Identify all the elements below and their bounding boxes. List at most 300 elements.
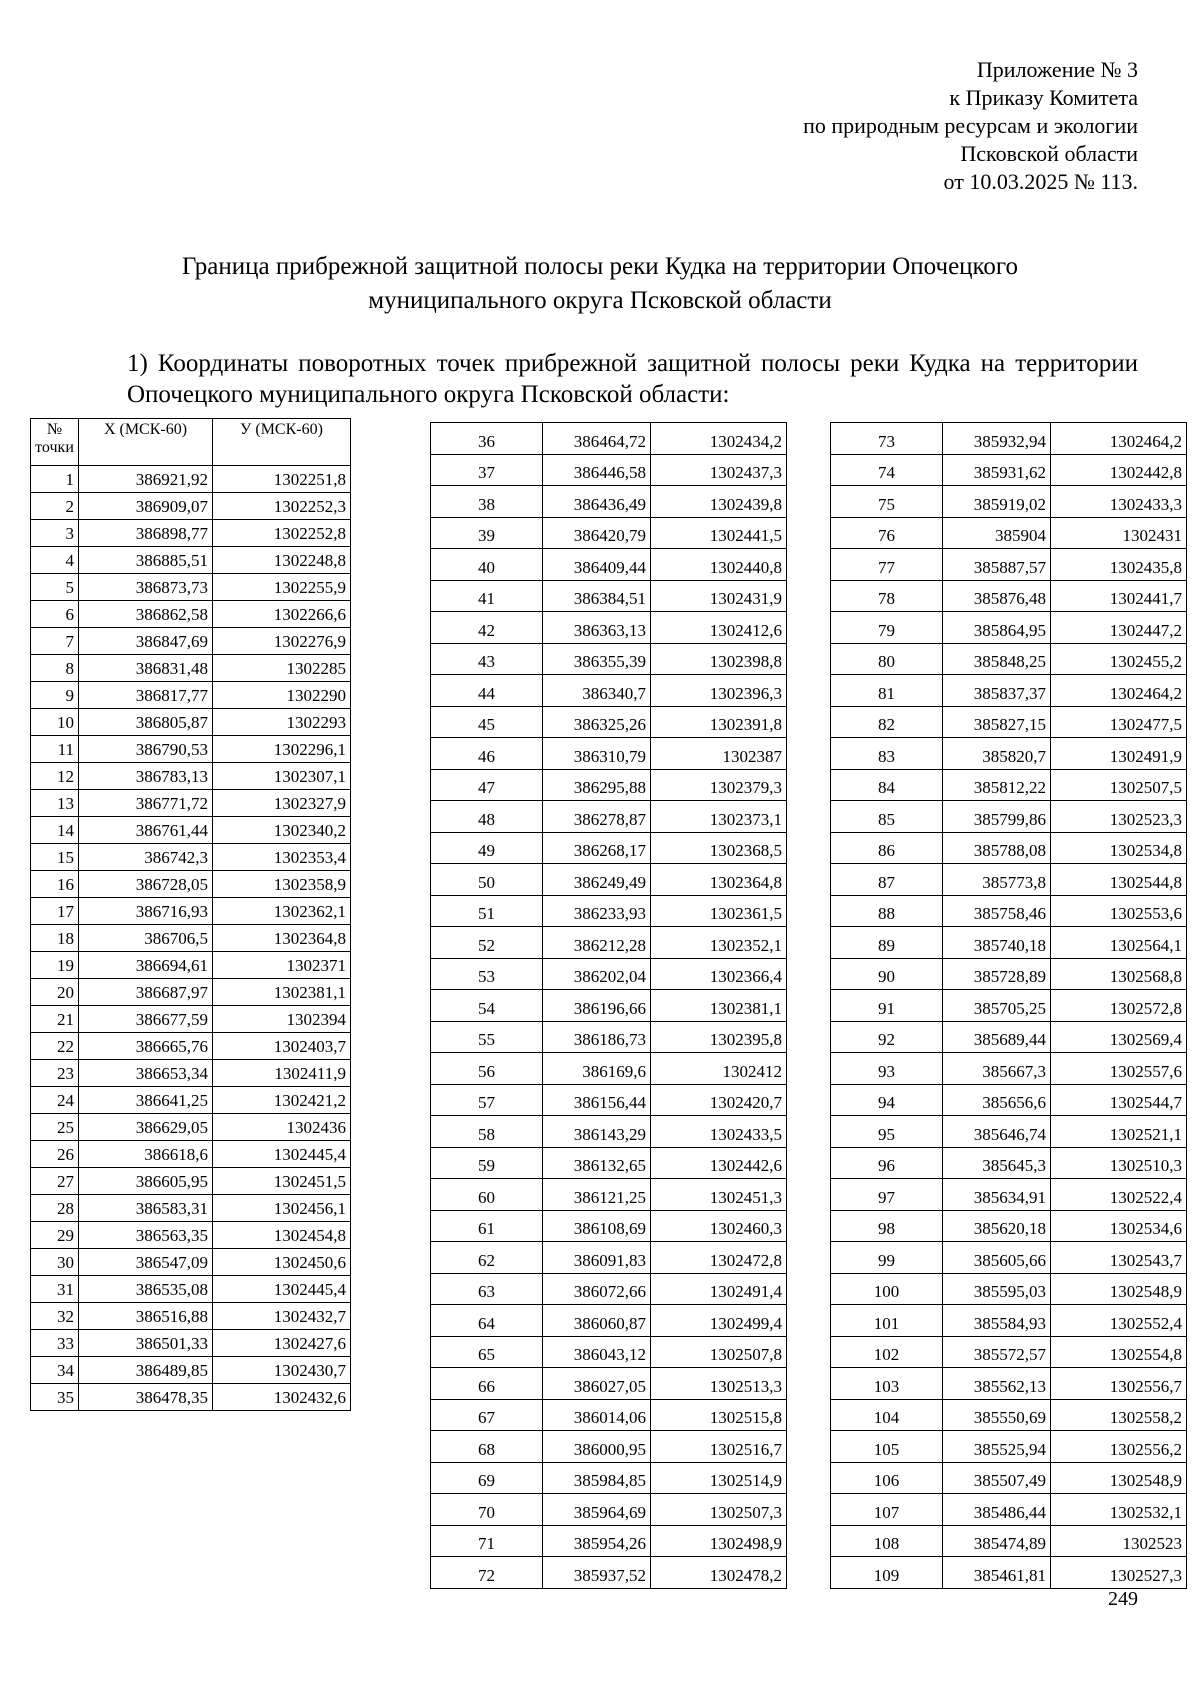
point-number-cell: 88: [831, 895, 943, 927]
x-coordinate-cell: 385507,49: [943, 1462, 1051, 1494]
x-coordinate-cell: 386409,44: [543, 549, 651, 581]
point-number-cell: 70: [431, 1494, 543, 1526]
table-row: [31, 844, 351, 871]
y-coordinate-cell: 1302451,3: [651, 1179, 787, 1211]
x-coordinate-cell: 385645,3: [943, 1147, 1051, 1179]
x-coordinate-cell: 385820,7: [943, 738, 1051, 770]
table-row: [831, 643, 1187, 675]
y-coordinate-cell: 1302450,6: [213, 1249, 351, 1276]
y-coordinate-cell: 1302460,3: [651, 1210, 787, 1242]
x-coordinate-cell: 385788,08: [943, 832, 1051, 864]
y-coordinate-cell: 1302544,7: [1051, 1084, 1187, 1116]
x-coordinate-cell: 386060,87: [543, 1305, 651, 1337]
y-coordinate-cell: 1302252,8: [213, 520, 351, 547]
x-coordinate-cell: 385864,95: [943, 612, 1051, 644]
y-coordinate-cell: 1302285: [213, 655, 351, 682]
x-coordinate-cell: 386783,13: [79, 763, 213, 790]
table-row: [431, 1116, 787, 1148]
y-coordinate-cell: 1302293: [213, 709, 351, 736]
y-coordinate-cell: 1302572,8: [1051, 990, 1187, 1022]
table-row: [431, 1494, 787, 1526]
x-coordinate-cell: 386121,25: [543, 1179, 651, 1211]
x-coordinate-cell: 385812,22: [943, 769, 1051, 801]
y-coordinate-cell: 1302358,9: [213, 871, 351, 898]
y-coordinate-cell: 1302532,1: [1051, 1494, 1187, 1526]
point-number-cell: 85: [831, 801, 943, 833]
y-coordinate-cell: 1302454,8: [213, 1222, 351, 1249]
y-coordinate-cell: 1302340,2: [213, 817, 351, 844]
x-coordinate-cell: 386436,49: [543, 486, 651, 518]
point-number-cell: 107: [831, 1494, 943, 1526]
point-number-cell: 16: [31, 871, 79, 898]
table-row: [431, 927, 787, 959]
point-number-cell: 35: [31, 1384, 79, 1411]
x-coordinate-cell: 386862,58: [79, 601, 213, 628]
y-coordinate-cell: 1302445,4: [213, 1276, 351, 1303]
table-row: [431, 990, 787, 1022]
point-number-cell: 27: [31, 1168, 79, 1195]
point-number-cell: 98: [831, 1210, 943, 1242]
section-heading: 1) Координаты поворотных точек прибрежной защитной полосы реки Кудка на территории Опочецкого муниципального округа Псковской области:: [127, 350, 1138, 408]
table-row: [831, 895, 1187, 927]
point-number-cell: 101: [831, 1305, 943, 1337]
table-row: [31, 817, 351, 844]
y-coordinate-cell: 1302432,7: [213, 1303, 351, 1330]
appendix-line: по природным ресурсам и экологии: [803, 113, 1138, 138]
x-coordinate-cell: 386716,93: [79, 898, 213, 925]
x-coordinate-cell: 386873,73: [79, 574, 213, 601]
table-row: [431, 1053, 787, 1085]
document-title-line: муниципального округа Псковской области: [368, 287, 832, 314]
table-row: [831, 1399, 1187, 1431]
point-number-cell: 12: [31, 763, 79, 790]
x-coordinate-cell: 386169,6: [543, 1053, 651, 1085]
y-coordinate-cell: 1302507,5: [1051, 769, 1187, 801]
y-coordinate-cell: 1302456,1: [213, 1195, 351, 1222]
x-coordinate-cell: 386325,26: [543, 706, 651, 738]
table-row: [831, 612, 1187, 644]
point-number-cell: 80: [831, 643, 943, 675]
x-coordinate-cell: 386909,07: [79, 493, 213, 520]
y-coordinate-cell: 1302553,6: [1051, 895, 1187, 927]
y-coordinate-cell: 1302427,6: [213, 1330, 351, 1357]
table-body: [431, 423, 787, 1589]
table-row: [431, 895, 787, 927]
table-row: [31, 1168, 351, 1195]
table-row: [431, 1525, 787, 1557]
point-number-cell: 59: [431, 1147, 543, 1179]
appendix-line: Псковской области: [960, 141, 1138, 166]
point-number-cell: 69: [431, 1462, 543, 1494]
table-row: [831, 1368, 1187, 1400]
y-coordinate-cell: 1302464,2: [1051, 675, 1187, 707]
x-coordinate-cell: 385740,18: [943, 927, 1051, 959]
point-number-cell: 82: [831, 706, 943, 738]
point-number-cell: 73: [831, 423, 943, 455]
y-coordinate-cell: 1302554,8: [1051, 1336, 1187, 1368]
x-coordinate-cell: 386043,12: [543, 1336, 651, 1368]
y-coordinate-cell: 1302441,5: [651, 517, 787, 549]
y-coordinate-cell: 1302420,7: [651, 1084, 787, 1116]
point-number-cell: 84: [831, 769, 943, 801]
table-row: [31, 1384, 351, 1411]
x-coordinate-cell: 385837,37: [943, 675, 1051, 707]
x-coordinate-cell: 385667,3: [943, 1053, 1051, 1085]
y-coordinate-cell: 1302548,9: [1051, 1273, 1187, 1305]
y-coordinate-cell: 1302290: [213, 682, 351, 709]
y-coordinate-cell: 1302361,5: [651, 895, 787, 927]
table-row: [431, 1179, 787, 1211]
table-row: [431, 454, 787, 486]
table-row: [31, 1006, 351, 1033]
table-row: [31, 547, 351, 574]
table-row: [431, 612, 787, 644]
y-coordinate-cell: 1302514,9: [651, 1462, 787, 1494]
point-number-cell: 65: [431, 1336, 543, 1368]
point-number-cell: 31: [31, 1276, 79, 1303]
y-coordinate-cell: 1302455,2: [1051, 643, 1187, 675]
appendix-reference: [578, 56, 1138, 196]
header-y-coordinate: У (МСК-60): [213, 419, 351, 466]
y-coordinate-cell: 1302441,7: [1051, 580, 1187, 612]
table-row: [831, 1053, 1187, 1085]
table-row: [31, 1060, 351, 1087]
point-number-cell: 60: [431, 1179, 543, 1211]
point-number-cell: 67: [431, 1399, 543, 1431]
point-number-cell: 28: [31, 1195, 79, 1222]
point-number-cell: 15: [31, 844, 79, 871]
table-row: [431, 486, 787, 518]
x-coordinate-cell: 385876,48: [943, 580, 1051, 612]
point-number-cell: 25: [31, 1114, 79, 1141]
table-row: [31, 601, 351, 628]
table-row: [831, 801, 1187, 833]
point-number-cell: 30: [31, 1249, 79, 1276]
x-coordinate-cell: 386212,28: [543, 927, 651, 959]
y-coordinate-cell: 1302366,4: [651, 958, 787, 990]
y-coordinate-cell: 1302552,4: [1051, 1305, 1187, 1337]
point-number-cell: 8: [31, 655, 79, 682]
table-row: [431, 1210, 787, 1242]
table-row: [431, 769, 787, 801]
document-title: [130, 250, 1070, 318]
y-coordinate-cell: 1302403,7: [213, 1033, 351, 1060]
x-coordinate-cell: 385656,6: [943, 1084, 1051, 1116]
point-number-cell: 21: [31, 1006, 79, 1033]
y-coordinate-cell: 1302548,9: [1051, 1462, 1187, 1494]
point-number-cell: 75: [831, 486, 943, 518]
y-coordinate-cell: 1302431: [1051, 517, 1187, 549]
x-coordinate-cell: 386847,69: [79, 628, 213, 655]
y-coordinate-cell: 1302411,9: [213, 1060, 351, 1087]
document-title-line: Граница прибрежной защитной полосы реки Кудка на территории Опочецкого: [181, 253, 1019, 280]
x-coordinate-cell: 386921,92: [79, 466, 213, 493]
y-coordinate-cell: 1302307,1: [213, 763, 351, 790]
point-number-cell: 100: [831, 1273, 943, 1305]
point-number-cell: 48: [431, 801, 543, 833]
table-row: [31, 925, 351, 952]
y-coordinate-cell: 1302568,8: [1051, 958, 1187, 990]
header-point-number: № точки: [31, 419, 79, 466]
table-row: [431, 958, 787, 990]
x-coordinate-cell: 385773,8: [943, 864, 1051, 896]
x-coordinate-cell: 386478,35: [79, 1384, 213, 1411]
x-coordinate-cell: 385931,62: [943, 454, 1051, 486]
y-coordinate-cell: 1302276,9: [213, 628, 351, 655]
y-coordinate-cell: 1302439,8: [651, 486, 787, 518]
x-coordinate-cell: 386706,5: [79, 925, 213, 952]
y-coordinate-cell: 1302296,1: [213, 736, 351, 763]
table-row: [431, 643, 787, 675]
x-coordinate-cell: 386014,06: [543, 1399, 651, 1431]
table-row: [31, 574, 351, 601]
point-number-cell: 102: [831, 1336, 943, 1368]
table-row: [831, 769, 1187, 801]
x-coordinate-cell: 386249,49: [543, 864, 651, 896]
table-header-row: [31, 419, 351, 466]
table-row: [431, 1557, 787, 1589]
x-coordinate-cell: 385799,86: [943, 801, 1051, 833]
table-row: [31, 763, 351, 790]
x-coordinate-cell: 385474,89: [943, 1525, 1051, 1557]
x-coordinate-cell: 386885,51: [79, 547, 213, 574]
point-number-cell: 104: [831, 1399, 943, 1431]
x-coordinate-cell: 386186,73: [543, 1021, 651, 1053]
x-coordinate-cell: 386677,59: [79, 1006, 213, 1033]
point-number-cell: 6: [31, 601, 79, 628]
x-coordinate-cell: 385584,93: [943, 1305, 1051, 1337]
point-number-cell: 45: [431, 706, 543, 738]
x-coordinate-cell: 386694,61: [79, 952, 213, 979]
table-row: [31, 898, 351, 925]
point-number-cell: 96: [831, 1147, 943, 1179]
x-coordinate-cell: 386143,29: [543, 1116, 651, 1148]
x-coordinate-cell: 386547,09: [79, 1249, 213, 1276]
point-number-cell: 71: [431, 1525, 543, 1557]
x-coordinate-cell: 386295,88: [543, 769, 651, 801]
y-coordinate-cell: 1302557,6: [1051, 1053, 1187, 1085]
table-row: [831, 1116, 1187, 1148]
x-coordinate-cell: 386687,97: [79, 979, 213, 1006]
x-coordinate-cell: 386761,44: [79, 817, 213, 844]
coordinates-table-1: [30, 418, 351, 1411]
table-row: [831, 1305, 1187, 1337]
x-coordinate-cell: 386091,83: [543, 1242, 651, 1274]
point-number-cell: 49: [431, 832, 543, 864]
y-coordinate-cell: 1302543,7: [1051, 1242, 1187, 1274]
x-coordinate-cell: 385461,81: [943, 1557, 1051, 1589]
table-row: [31, 709, 351, 736]
point-number-cell: 108: [831, 1525, 943, 1557]
point-number-cell: 38: [431, 486, 543, 518]
point-number-cell: 74: [831, 454, 943, 486]
x-coordinate-cell: 386268,17: [543, 832, 651, 864]
point-number-cell: 52: [431, 927, 543, 959]
point-number-cell: 17: [31, 898, 79, 925]
table-row: [831, 958, 1187, 990]
y-coordinate-cell: 1302371: [213, 952, 351, 979]
appendix-line: от 10.03.2025 № 113.: [943, 169, 1138, 194]
point-number-cell: 54: [431, 990, 543, 1022]
point-number-cell: 29: [31, 1222, 79, 1249]
y-coordinate-cell: 1302498,9: [651, 1525, 787, 1557]
table-row: [31, 1195, 351, 1222]
y-coordinate-cell: 1302395,8: [651, 1021, 787, 1053]
table-row: [831, 549, 1187, 581]
table-row: [431, 423, 787, 455]
table-body: [831, 423, 1187, 1589]
point-number-cell: 86: [831, 832, 943, 864]
table-body: [31, 466, 351, 1411]
y-coordinate-cell: 1302464,2: [1051, 423, 1187, 455]
point-number-cell: 19: [31, 952, 79, 979]
x-coordinate-cell: 386132,65: [543, 1147, 651, 1179]
x-coordinate-cell: 385758,46: [943, 895, 1051, 927]
point-number-cell: 2: [31, 493, 79, 520]
table-row: [31, 655, 351, 682]
point-number-cell: 10: [31, 709, 79, 736]
x-coordinate-cell: 385525,94: [943, 1431, 1051, 1463]
y-coordinate-cell: 1302421,2: [213, 1087, 351, 1114]
x-coordinate-cell: 385728,89: [943, 958, 1051, 990]
x-coordinate-cell: 386535,08: [79, 1276, 213, 1303]
table-row: [31, 1303, 351, 1330]
point-number-cell: 43: [431, 643, 543, 675]
x-coordinate-cell: 386000,95: [543, 1431, 651, 1463]
point-number-cell: 93: [831, 1053, 943, 1085]
x-coordinate-cell: 385595,03: [943, 1273, 1051, 1305]
y-coordinate-cell: 1302251,8: [213, 466, 351, 493]
table-row: [831, 1179, 1187, 1211]
point-number-cell: 37: [431, 454, 543, 486]
table-row: [831, 1021, 1187, 1053]
table-row: [31, 1330, 351, 1357]
point-number-cell: 34: [31, 1357, 79, 1384]
x-coordinate-cell: 386202,04: [543, 958, 651, 990]
table-row: [431, 1368, 787, 1400]
y-coordinate-cell: 1302558,2: [1051, 1399, 1187, 1431]
point-number-cell: 53: [431, 958, 543, 990]
y-coordinate-cell: 1302364,8: [651, 864, 787, 896]
point-number-cell: 50: [431, 864, 543, 896]
table-row: [831, 1242, 1187, 1274]
point-number-cell: 90: [831, 958, 943, 990]
y-coordinate-cell: 1302534,6: [1051, 1210, 1187, 1242]
point-number-cell: 72: [431, 1557, 543, 1589]
table-row: [831, 486, 1187, 518]
point-number-cell: 3: [31, 520, 79, 547]
table-row: [31, 1222, 351, 1249]
appendix-line: Приложение № 3: [976, 57, 1138, 82]
y-coordinate-cell: 1302431,9: [651, 580, 787, 612]
x-coordinate-cell: 386233,93: [543, 895, 651, 927]
point-number-cell: 64: [431, 1305, 543, 1337]
y-coordinate-cell: 1302522,4: [1051, 1179, 1187, 1211]
table-row: [431, 1399, 787, 1431]
y-coordinate-cell: 1302507,3: [651, 1494, 787, 1526]
y-coordinate-cell: 1302556,7: [1051, 1368, 1187, 1400]
x-coordinate-cell: 386340,7: [543, 675, 651, 707]
y-coordinate-cell: 1302412: [651, 1053, 787, 1085]
page-number: 249: [1108, 1588, 1138, 1610]
table-row: [31, 1249, 351, 1276]
table-row: [831, 990, 1187, 1022]
x-coordinate-cell: 385486,44: [943, 1494, 1051, 1526]
point-number-cell: 62: [431, 1242, 543, 1274]
y-coordinate-cell: 1302564,1: [1051, 927, 1187, 959]
x-coordinate-cell: 386817,77: [79, 682, 213, 709]
x-coordinate-cell: 385620,18: [943, 1210, 1051, 1242]
x-coordinate-cell: 386629,05: [79, 1114, 213, 1141]
point-number-cell: 94: [831, 1084, 943, 1116]
table-row: [431, 549, 787, 581]
point-number-cell: 95: [831, 1116, 943, 1148]
table-row: [431, 801, 787, 833]
point-number-cell: 9: [31, 682, 79, 709]
y-coordinate-cell: 1302515,8: [651, 1399, 787, 1431]
y-coordinate-cell: 1302255,9: [213, 574, 351, 601]
point-number-cell: 22: [31, 1033, 79, 1060]
table-row: [831, 580, 1187, 612]
x-coordinate-cell: 385689,44: [943, 1021, 1051, 1053]
y-coordinate-cell: 1302440,8: [651, 549, 787, 581]
y-coordinate-cell: 1302507,8: [651, 1336, 787, 1368]
point-number-cell: 79: [831, 612, 943, 644]
y-coordinate-cell: 1302445,4: [213, 1141, 351, 1168]
y-coordinate-cell: 1302266,6: [213, 601, 351, 628]
point-number-cell: 47: [431, 769, 543, 801]
point-number-cell: 40: [431, 549, 543, 581]
table-row: [431, 1305, 787, 1337]
point-number-cell: 18: [31, 925, 79, 952]
point-number-cell: 42: [431, 612, 543, 644]
point-number-cell: 109: [831, 1557, 943, 1589]
point-number-cell: 58: [431, 1116, 543, 1148]
y-coordinate-cell: 1302433,3: [1051, 486, 1187, 518]
x-coordinate-cell: 385562,13: [943, 1368, 1051, 1400]
y-coordinate-cell: 1302436: [213, 1114, 351, 1141]
point-number-cell: 57: [431, 1084, 543, 1116]
table-row: [831, 1336, 1187, 1368]
table-row: [831, 738, 1187, 770]
x-coordinate-cell: 386156,44: [543, 1084, 651, 1116]
y-coordinate-cell: 1302499,4: [651, 1305, 787, 1337]
point-number-cell: 33: [31, 1330, 79, 1357]
x-coordinate-cell: 386516,88: [79, 1303, 213, 1330]
point-number-cell: 7: [31, 628, 79, 655]
y-coordinate-cell: 1302412,6: [651, 612, 787, 644]
x-coordinate-cell: 386771,72: [79, 790, 213, 817]
x-coordinate-cell: 386831,48: [79, 655, 213, 682]
table-row: [831, 1273, 1187, 1305]
y-coordinate-cell: 1302569,4: [1051, 1021, 1187, 1053]
x-coordinate-cell: 386310,79: [543, 738, 651, 770]
point-number-cell: 106: [831, 1462, 943, 1494]
table-row: [831, 706, 1187, 738]
table-row: [831, 1494, 1187, 1526]
point-number-cell: 1: [31, 466, 79, 493]
y-coordinate-cell: 1302442,6: [651, 1147, 787, 1179]
coordinates-table-2: [430, 422, 787, 1589]
table-row: [831, 832, 1187, 864]
point-number-cell: 78: [831, 580, 943, 612]
x-coordinate-cell: 386196,66: [543, 990, 651, 1022]
x-coordinate-cell: 385964,69: [543, 1494, 651, 1526]
y-coordinate-cell: 1302362,1: [213, 898, 351, 925]
table-row: [31, 493, 351, 520]
coordinates-table-3: [830, 422, 1187, 1589]
y-coordinate-cell: 1302391,8: [651, 706, 787, 738]
